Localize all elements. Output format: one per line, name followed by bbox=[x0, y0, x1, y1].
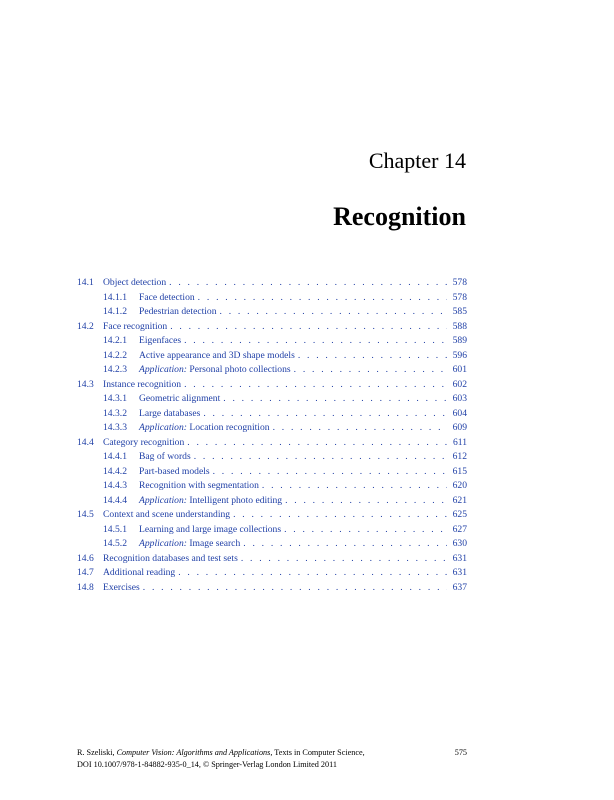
toc-dot-leader bbox=[273, 421, 447, 436]
page-footer bbox=[77, 747, 467, 771]
toc-entry-title-text: Face recognition bbox=[103, 320, 168, 332]
toc-entry[interactable] bbox=[77, 566, 467, 581]
toc-dot-leader bbox=[241, 552, 447, 567]
toc-entry-title-text: Additional reading bbox=[103, 567, 176, 578]
toc-entry-prefix: Application: bbox=[139, 422, 187, 433]
toc-entry-page: 602 bbox=[452, 378, 467, 390]
toc-entry[interactable] bbox=[77, 523, 467, 538]
toc-entry-number: 14.5.2 bbox=[103, 538, 127, 549]
toc-entry[interactable] bbox=[77, 407, 467, 422]
toc-entry-prefix: Application: bbox=[139, 364, 187, 375]
toc-entry-title bbox=[139, 421, 270, 436]
toc-entry-page: 621 bbox=[452, 494, 467, 506]
toc-entry[interactable] bbox=[77, 363, 467, 378]
toc-dot-leader bbox=[262, 479, 447, 494]
toc-dot-leader bbox=[285, 494, 447, 509]
toc-dot-leader bbox=[284, 523, 447, 538]
toc-dot-leader bbox=[243, 537, 447, 552]
toc-entry-number: 14.2.3 bbox=[103, 364, 127, 375]
toc-dot-leader bbox=[170, 320, 447, 335]
toc-entry[interactable] bbox=[77, 465, 467, 480]
toc-entry-title bbox=[103, 320, 167, 335]
toc-entry[interactable] bbox=[77, 537, 467, 552]
toc-entry-number: 14.3.2 bbox=[103, 407, 127, 419]
toc-entry[interactable] bbox=[77, 421, 467, 436]
toc-entry-number: 14.2.2 bbox=[103, 349, 127, 361]
toc-entry[interactable] bbox=[77, 494, 467, 509]
toc-entry-number: 14.4.1 bbox=[103, 451, 127, 462]
toc-entry[interactable] bbox=[77, 581, 467, 596]
toc-dot-leader bbox=[187, 436, 447, 451]
toc-entry-title-text: Location recognition bbox=[186, 422, 270, 433]
toc-entry-title-text: Recognition with segmentation bbox=[139, 480, 259, 491]
page-number: 575 bbox=[454, 748, 467, 757]
toc-entry-page: 601 bbox=[452, 364, 467, 375]
toc-dot-leader bbox=[194, 450, 447, 465]
toc-entry[interactable] bbox=[77, 334, 467, 349]
toc-entry-page: 578 bbox=[452, 277, 467, 288]
toc-entry-title bbox=[103, 581, 140, 596]
footer-author: R. Szeliski, bbox=[77, 748, 117, 757]
toc-entry-title bbox=[139, 479, 259, 494]
toc-entry[interactable] bbox=[77, 291, 467, 306]
footer-citation-line bbox=[77, 747, 467, 759]
toc-entry-title-text: Exercises bbox=[103, 581, 140, 593]
toc-entry[interactable] bbox=[77, 479, 467, 494]
toc-entry-title bbox=[139, 392, 220, 407]
toc-entry-title-text: Bag of words bbox=[139, 451, 191, 462]
toc-entry-title-text: Active appearance and 3D shape models bbox=[139, 349, 295, 361]
toc-entry-title bbox=[139, 465, 210, 480]
chapter-title: Recognition bbox=[333, 202, 466, 231]
chapter-label: Chapter 14 bbox=[368, 148, 466, 173]
toc-entry-title-text: Instance recognition bbox=[103, 378, 182, 390]
toc-entry-page: 604 bbox=[452, 407, 467, 419]
toc-dot-leader bbox=[223, 392, 447, 407]
toc-entry-title bbox=[139, 537, 240, 552]
toc-entry-page: 615 bbox=[452, 465, 467, 477]
toc-dot-leader bbox=[213, 465, 447, 480]
toc-entry[interactable] bbox=[77, 436, 467, 451]
toc-entry-title-text: Part-based models bbox=[139, 465, 210, 477]
toc-dot-leader bbox=[178, 566, 447, 581]
toc-entry-prefix: Application: bbox=[139, 494, 187, 506]
toc-entry-page: 627 bbox=[452, 523, 467, 535]
toc-entry-title bbox=[139, 494, 282, 509]
toc-entry-page: 620 bbox=[452, 480, 467, 491]
toc-entry-title bbox=[103, 378, 181, 393]
toc-dot-leader bbox=[198, 291, 447, 306]
toc-entry-title bbox=[103, 436, 184, 451]
toc-entry[interactable] bbox=[77, 276, 467, 291]
footer-doi: DOI 10.1007/978-1-84882-935-0_14, © Springer-Verlag London Limited 2011 bbox=[77, 760, 337, 769]
toc-entry-number: 14.2.1 bbox=[103, 335, 127, 346]
toc-entry-number: 14.3.1 bbox=[103, 393, 127, 404]
toc-entry-number: 14.1 bbox=[77, 277, 94, 288]
toc-entry-title-text: Context and scene understanding bbox=[103, 509, 231, 520]
toc-entry-title bbox=[103, 276, 166, 291]
toc-entry-title bbox=[139, 523, 281, 538]
footer-citation bbox=[77, 747, 365, 759]
toc-entry-title-text: Eigenfaces bbox=[139, 335, 182, 346]
toc-dot-leader bbox=[294, 363, 447, 378]
toc-entry[interactable] bbox=[77, 392, 467, 407]
toc-entry-page: 637 bbox=[452, 581, 467, 593]
toc-entry-number: 14.6 bbox=[77, 552, 94, 564]
toc-dot-leader bbox=[184, 334, 447, 349]
toc-entry-prefix: Application: bbox=[139, 538, 187, 549]
toc-entry-number: 14.4.3 bbox=[103, 480, 127, 491]
toc-entry[interactable] bbox=[77, 508, 467, 523]
toc-entry-number: 14.5 bbox=[77, 509, 94, 520]
toc-entry-title-text: Category recognition bbox=[103, 436, 185, 448]
toc-entry-title bbox=[139, 407, 200, 422]
toc-entry-page: 585 bbox=[452, 306, 467, 317]
toc-entry-page: 630 bbox=[452, 538, 467, 549]
toc-entry-title-text: Object detection bbox=[103, 277, 167, 288]
toc-entry-title bbox=[103, 508, 230, 523]
footer-book-title: Computer Vision: Algorithms and Applications bbox=[116, 748, 271, 757]
toc-dot-leader bbox=[220, 305, 447, 320]
toc-entry-page: 631 bbox=[452, 552, 467, 564]
toc-entry-page: 625 bbox=[452, 509, 467, 520]
toc-entry-title bbox=[103, 566, 175, 581]
toc-entry-number: 14.5.1 bbox=[103, 523, 127, 535]
toc-entry-page: 596 bbox=[452, 349, 467, 361]
toc-entry[interactable] bbox=[77, 378, 467, 393]
toc-entry[interactable] bbox=[77, 552, 467, 567]
toc-entry-title bbox=[139, 450, 191, 465]
toc-dot-leader bbox=[143, 581, 447, 596]
toc-entry-number: 14.4.4 bbox=[103, 494, 127, 506]
toc-entry-title-text: Large databases bbox=[139, 407, 201, 419]
toc-entry-title bbox=[139, 291, 195, 306]
toc-entry-page: 589 bbox=[452, 335, 467, 346]
toc-dot-leader bbox=[233, 508, 447, 523]
toc-entry-page: 612 bbox=[452, 451, 467, 462]
toc-entry-title-text: Geometric alignment bbox=[139, 393, 221, 404]
toc-dot-leader bbox=[169, 276, 447, 291]
toc-entry[interactable] bbox=[77, 320, 467, 335]
toc-entry-title bbox=[103, 552, 238, 567]
toc-entry[interactable] bbox=[77, 305, 467, 320]
toc-entry-number: 14.4 bbox=[77, 436, 94, 448]
toc-entry-number: 14.3.3 bbox=[103, 422, 127, 433]
toc-entry-page: 588 bbox=[452, 320, 467, 332]
toc-entry-page: 631 bbox=[452, 567, 467, 578]
toc-entry[interactable] bbox=[77, 349, 467, 364]
toc-entry-title-text: Pedestrian detection bbox=[139, 306, 217, 317]
toc-dot-leader bbox=[203, 407, 447, 422]
toc-entry-title-text: Image search bbox=[186, 538, 241, 549]
toc-entry-number: 14.4.2 bbox=[103, 465, 127, 477]
toc-entry-number: 14.7 bbox=[77, 567, 94, 578]
toc-entry-title-text: Face detection bbox=[139, 291, 195, 303]
toc-entry-title bbox=[139, 363, 291, 378]
toc-entry-title-text: Personal photo collections bbox=[186, 364, 291, 375]
toc-entry-title-text: Learning and large image collections bbox=[139, 523, 282, 535]
toc-dot-leader bbox=[298, 349, 447, 364]
toc-entry-title bbox=[139, 334, 181, 349]
footer-series: , Texts in Computer Science, bbox=[270, 748, 365, 757]
toc-entry-number: 14.2 bbox=[77, 320, 94, 332]
toc-entry-title bbox=[139, 349, 295, 364]
toc-entry-number: 14.3 bbox=[77, 378, 94, 390]
toc-entry-number: 14.1.2 bbox=[103, 306, 127, 317]
toc-dot-leader bbox=[184, 378, 447, 393]
table-of-contents bbox=[77, 276, 467, 595]
toc-entry-page: 611 bbox=[452, 436, 467, 448]
toc-entry[interactable] bbox=[77, 450, 467, 465]
toc-entry-page: 609 bbox=[452, 422, 467, 433]
toc-entry-number: 14.8 bbox=[77, 581, 94, 593]
toc-entry-page: 603 bbox=[452, 393, 467, 404]
toc-entry-title-text: Recognition databases and test sets bbox=[103, 552, 238, 564]
toc-entry-title bbox=[139, 305, 217, 320]
toc-entry-number: 14.1.1 bbox=[103, 291, 127, 303]
toc-entry-title-text: Intelligent photo editing bbox=[186, 494, 283, 506]
toc-entry-page: 578 bbox=[452, 291, 467, 303]
